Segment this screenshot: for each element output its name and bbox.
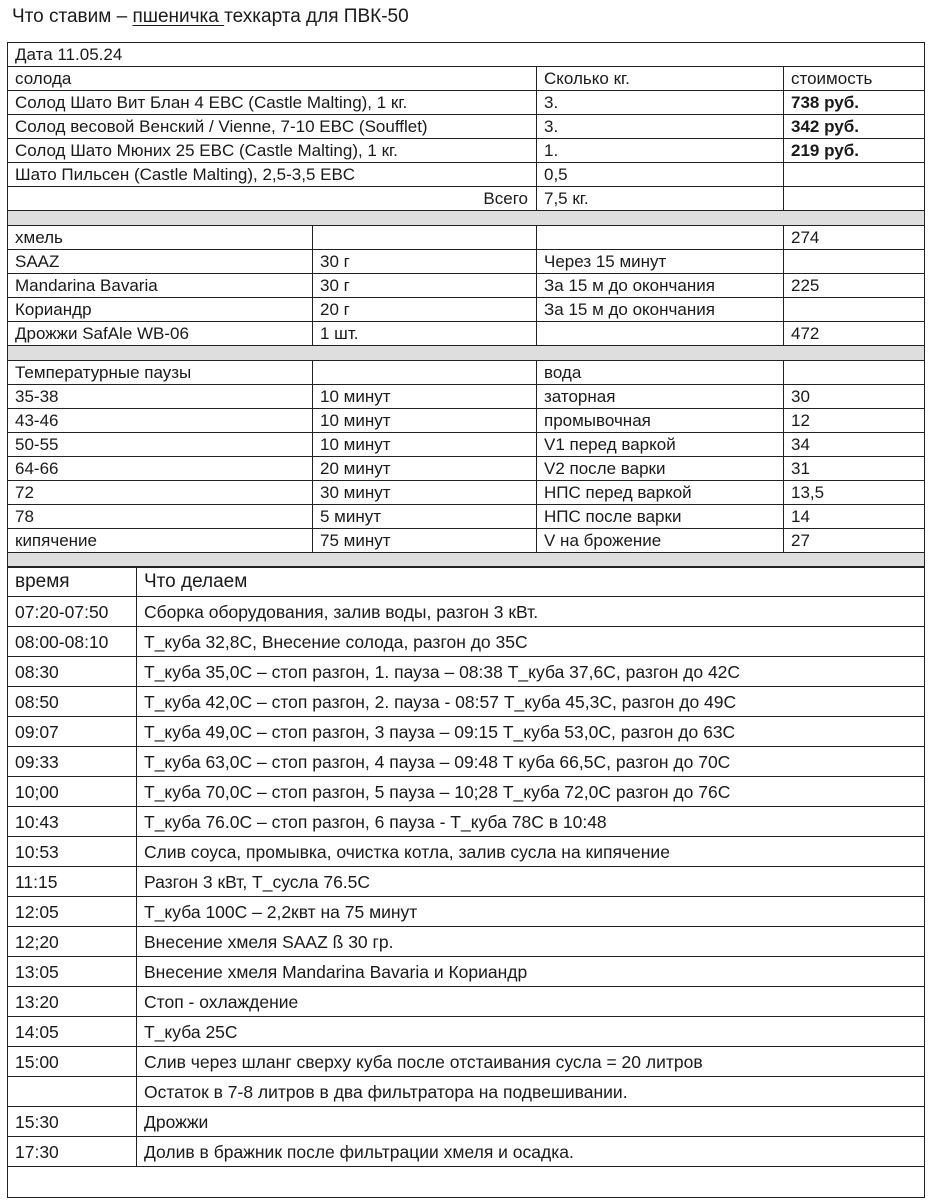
log-time: 12:05 <box>8 897 137 927</box>
hops-when: Через 15 минут <box>537 250 784 274</box>
log-col-time: время <box>8 567 137 597</box>
log-time: 08:00-08:10 <box>8 627 137 657</box>
pause-temp: 72 <box>8 481 313 505</box>
log-action: Внесение хмеля Mandarina Bavaria и Кориандр <box>137 957 925 987</box>
hops-when: За 15 м до окончания <box>537 298 784 322</box>
hops-header-cost: 274 <box>784 226 925 250</box>
log-time: 17:30 <box>8 1137 137 1167</box>
log-row <box>8 1017 925 1047</box>
log-action: Слив соуса, промывка, очистка котла, залив сусла на кипячение <box>137 837 925 867</box>
empty-cell <box>313 226 537 250</box>
hops-when <box>537 322 784 346</box>
hops-amount: 20 г <box>313 298 537 322</box>
log-action: Т_куба 49,0С – стоп разгон, 3 пауза – 09:15 Т_куба 53,0С, разгон до 63С <box>137 717 925 747</box>
pause-duration: 20 минут <box>313 457 537 481</box>
log-action: Стоп - охлаждение <box>137 987 925 1017</box>
log-action: Т_куба 42,0С – стоп разгон, 2. пауза - 08:57 Т_куба 45,3С, разгон до 49С <box>137 687 925 717</box>
pause-row <box>8 433 925 457</box>
empty-cell <box>313 361 537 385</box>
log-row <box>8 1047 925 1077</box>
hops-name: Mandarina Bavaria <box>8 274 313 298</box>
hops-cost: 472 <box>784 322 925 346</box>
log-time: 09:07 <box>8 717 137 747</box>
empty-cell <box>784 187 925 211</box>
pauses-header: Температурные паузы <box>8 361 313 385</box>
hops-row <box>8 250 925 274</box>
hops-amount: 30 г <box>313 274 537 298</box>
water-value: 13,5 <box>784 481 925 505</box>
pause-row <box>8 505 925 529</box>
malt-name: Солод Шато Мюних 25 EBC (Castle Malting), 1 кг. <box>8 139 537 163</box>
malt-col-cost: стоимость <box>784 67 925 91</box>
malt-total-row <box>8 187 925 211</box>
log-time: 15:00 <box>8 1047 137 1077</box>
log-time: 13:05 <box>8 957 137 987</box>
water-value: 27 <box>784 529 925 553</box>
pause-row <box>8 385 925 409</box>
title-underlined: пшеничка <box>132 6 225 27</box>
hops-name: SAAZ <box>8 250 313 274</box>
log-row <box>8 867 925 897</box>
log-row <box>8 687 925 717</box>
malt-cost <box>784 163 925 187</box>
water-value: 12 <box>784 409 925 433</box>
log-action: Внесение хмеля SAAZ ß 30 гр. <box>137 927 925 957</box>
malt-row <box>8 115 925 139</box>
title-suffix: техкарта для ПВК-50 <box>224 6 409 27</box>
log-row <box>8 957 925 987</box>
log-row <box>8 987 925 1017</box>
pause-row <box>8 529 925 553</box>
hops-amount: 30 г <box>313 250 537 274</box>
log-action: Сборка оборудования, залив воды, разгон 3 кВт. <box>137 597 925 627</box>
pause-temp: кипячение <box>8 529 313 553</box>
log-action: Т_куба 63,0С – стоп разгон, 4 пауза – 09:48 Т куба 66,5С, разгон до 70С <box>137 747 925 777</box>
pause-duration: 10 минут <box>313 409 537 433</box>
log-action: Т_куба 76.0С – стоп разгон, 6 пауза - Т_куба 78С в 10:48 <box>137 807 925 837</box>
log-row <box>8 597 925 627</box>
water-label: НПС после варки <box>537 505 784 529</box>
log-col-action: Что делаем <box>137 567 925 597</box>
water-value: 31 <box>784 457 925 481</box>
water-label: заторная <box>537 385 784 409</box>
water-value: 14 <box>784 505 925 529</box>
log-time <box>8 1077 137 1107</box>
pause-duration: 30 минут <box>313 481 537 505</box>
malt-row <box>8 91 925 115</box>
pause-temp: 35-38 <box>8 385 313 409</box>
log-row <box>8 837 925 867</box>
pause-duration: 10 минут <box>313 433 537 457</box>
malt-qty: 3. <box>537 91 784 115</box>
log-row <box>8 777 925 807</box>
water-value: 30 <box>784 385 925 409</box>
log-action: Т_куба 25С <box>137 1017 925 1047</box>
log-time: 15:30 <box>8 1107 137 1137</box>
pauses-header-row <box>8 361 925 385</box>
water-label: V2 после варки <box>537 457 784 481</box>
title-prefix: Что ставим – <box>12 6 133 27</box>
log-action: Т_куба 35,0С – стоп разгон, 1. пауза – 08:38 Т_куба 37,6С, разгон до 42С <box>137 657 925 687</box>
log-time: 12;20 <box>8 927 137 957</box>
recipe-table <box>7 42 925 568</box>
log-action: Т_куба 70,0С – стоп разгон, 5 пауза – 10;28 Т_куба 72,0С разгон до 76С <box>137 777 925 807</box>
log-action: Остаток в 7-8 литров в два фильтратора на подвешивании. <box>137 1077 925 1107</box>
log-time: 11:15 <box>8 867 137 897</box>
hops-cost <box>784 250 925 274</box>
log-row <box>8 1077 925 1107</box>
hops-cost <box>784 298 925 322</box>
pause-temp: 64-66 <box>8 457 313 481</box>
water-label: V на брожение <box>537 529 784 553</box>
pause-temp: 78 <box>8 505 313 529</box>
hops-name: Дрожжи SafAle WB-06 <box>8 322 313 346</box>
log-time: 10:53 <box>8 837 137 867</box>
hops-name: Кориандр <box>8 298 313 322</box>
malt-header-row <box>8 67 925 91</box>
pause-duration: 10 минут <box>313 385 537 409</box>
log-row <box>8 1107 925 1137</box>
hops-amount: 1 шт. <box>313 322 537 346</box>
log-header-row <box>8 567 925 597</box>
date-row <box>8 43 925 67</box>
malt-cost: 342 руб. <box>784 115 925 139</box>
malt-total-value: 7,5 кг. <box>537 187 784 211</box>
malt-name: Шато Пильсен (Castle Malting), 2,5-3,5 EBC <box>8 163 537 187</box>
hops-header: хмель <box>8 226 313 250</box>
pause-row <box>8 457 925 481</box>
separator <box>8 346 925 361</box>
log-action: Т_куба 100С – 2,2квт на 75 минут <box>137 897 925 927</box>
pause-temp: 43-46 <box>8 409 313 433</box>
log-time: 10:43 <box>8 807 137 837</box>
log-action: Долив в бражник после фильтрации хмеля и осадка. <box>137 1137 925 1167</box>
malt-col-name: солода <box>8 67 537 91</box>
hops-when: За 15 м до окончания <box>537 274 784 298</box>
empty-cell <box>784 361 925 385</box>
malt-row <box>8 163 925 187</box>
log-row <box>8 897 925 927</box>
malt-row <box>8 139 925 163</box>
log-row <box>8 657 925 687</box>
pause-row <box>8 409 925 433</box>
log-action: Разгон 3 кВт, Т_сусла 76.5С <box>137 867 925 897</box>
hops-row <box>8 322 925 346</box>
malt-qty: 0,5 <box>537 163 784 187</box>
hops-row <box>8 298 925 322</box>
log-time: 14:05 <box>8 1017 137 1047</box>
log-time: 13:20 <box>8 987 137 1017</box>
water-label: V1 перед варкой <box>537 433 784 457</box>
water-label: НПС перед варкой <box>537 481 784 505</box>
document-title <box>12 4 409 30</box>
water-value: 34 <box>784 433 925 457</box>
malt-col-qty: Сколько кг. <box>537 67 784 91</box>
log-time: 08:30 <box>8 657 137 687</box>
log-row <box>8 927 925 957</box>
empty-cell <box>537 226 784 250</box>
hops-header-row <box>8 226 925 250</box>
log-row <box>8 1137 925 1167</box>
malt-qty: 1. <box>537 139 784 163</box>
log-row <box>8 717 925 747</box>
log-row <box>8 747 925 777</box>
separator-row <box>8 211 925 226</box>
separator <box>8 211 925 226</box>
log-empty-row <box>8 1167 925 1198</box>
pause-duration: 5 минут <box>313 505 537 529</box>
malt-cost: 738 руб. <box>784 91 925 115</box>
malt-qty: 3. <box>537 115 784 139</box>
hops-cost: 225 <box>784 274 925 298</box>
log-action: Дрожжи <box>137 1107 925 1137</box>
water-header: вода <box>537 361 784 385</box>
log-row <box>8 807 925 837</box>
malt-total-label: Всего <box>8 187 537 211</box>
log-time: 10;00 <box>8 777 137 807</box>
log-time: 07:20-07:50 <box>8 597 137 627</box>
log-time: 09:33 <box>8 747 137 777</box>
empty-cell <box>8 1167 925 1198</box>
pause-duration: 75 минут <box>313 529 537 553</box>
log-row <box>8 627 925 657</box>
malt-cost: 219 руб. <box>784 139 925 163</box>
malt-name: Солод Шато Вит Блан 4 EBC (Castle Malting), 1 кг. <box>8 91 537 115</box>
water-label: промывочная <box>537 409 784 433</box>
log-action: Слив через шланг сверху куба после отстаивания сусла = 20 литров <box>137 1047 925 1077</box>
hops-row <box>8 274 925 298</box>
pause-temp: 50-55 <box>8 433 313 457</box>
log-action: Т_куба 32,8С, Внесение солода, разгон до 35С <box>137 627 925 657</box>
pause-row <box>8 481 925 505</box>
log-time: 08:50 <box>8 687 137 717</box>
malt-name: Солод весовой Венский / Vienne, 7-10 EBC (Soufflet) <box>8 115 537 139</box>
date-cell: Дата 11.05.24 <box>8 43 925 67</box>
brew-log-table <box>7 566 925 1198</box>
separator-row <box>8 346 925 361</box>
